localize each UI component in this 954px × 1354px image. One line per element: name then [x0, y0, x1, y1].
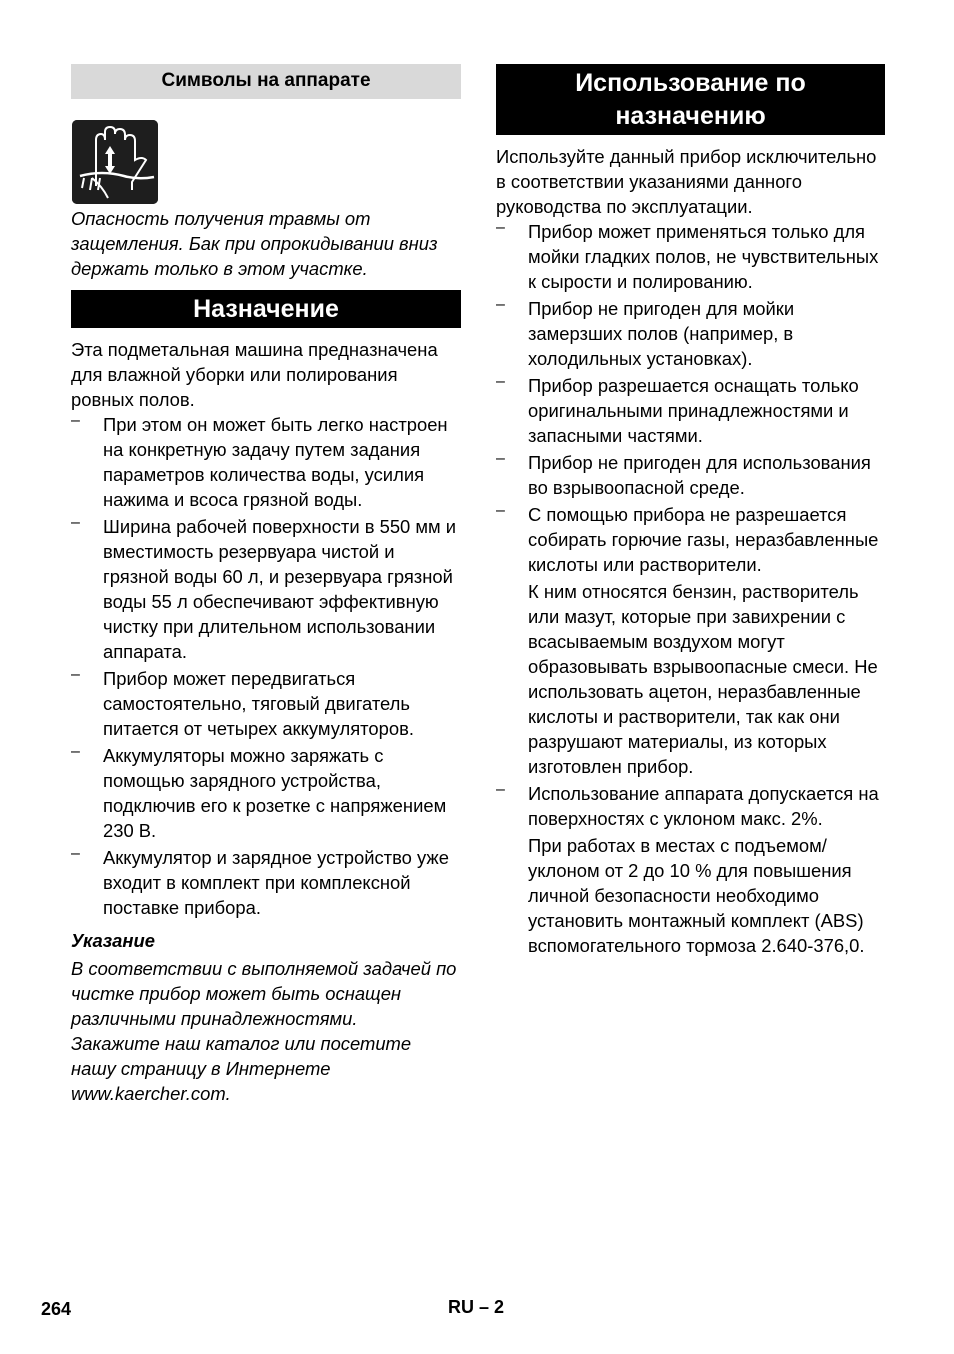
list-dash: – — [71, 514, 80, 531]
list-dash: – — [71, 412, 80, 429]
intended-use-list — [496, 219, 885, 958]
list-item — [71, 845, 461, 920]
purpose-list — [71, 412, 461, 920]
list-dash: – — [71, 666, 80, 683]
list-dash: – — [71, 845, 80, 862]
list-dash: – — [496, 296, 505, 313]
list-dash: – — [71, 743, 80, 760]
list-item-text: При этом он может быть легко настроен на конкретную задачу путем задания параметров количества воды, усилия нажима и всоса грязной воды. — [103, 414, 448, 510]
list-dash: – — [496, 219, 505, 236]
intended-use-heading-text: Использование по назначению — [575, 69, 806, 130]
right-column — [496, 64, 885, 958]
warning-text: Опасность получения травмы от защемления. Бак при опрокидывании вниз держать только в этом участке. — [71, 208, 438, 279]
list-dash: – — [496, 502, 505, 519]
list-item-text: Прибор не пригоден для использования во взрывоопасной среде. — [528, 452, 871, 498]
list-item — [496, 450, 885, 500]
list-item-text: Прибор разрешается оснащать только оригинальными принадлежностями и запасными частями. — [528, 375, 859, 446]
list-item — [71, 514, 461, 664]
list-item — [496, 296, 885, 371]
symbols-heading: Символы на аппарате — [71, 64, 461, 99]
left-column — [71, 64, 461, 1106]
purpose-intro: Эта подметальная машина предназначена для влажной уборки или полирования ровных полов. — [71, 339, 438, 410]
list-item-text: С помощью прибора не разрешается собирать горючие газы, неразбавленные кислоты или растворители. — [528, 504, 879, 575]
hand-pinch-warning-icon-graphic — [72, 120, 158, 204]
purpose-heading: Назначение — [71, 290, 461, 328]
list-item-text: Прибор может передвигаться самостоятельно, тяговый двигатель питается от четырех аккумуляторов. — [103, 668, 414, 739]
list-item-continuation: К ним относятся бензин, растворитель или мазут, которые при завихрении с всасываемым воздухом могут образовывать взрывоопасные смеси. Не использовать ацетон, неразбавленные кислоты и растворители, так как они разрушают материалы, из которых изготовлен прибор. — [528, 581, 878, 777]
list-item — [496, 502, 885, 779]
list-item — [496, 781, 885, 958]
list-item-text: Ширина рабочей поверхности в 550 мм и вместимость резервуара чистой и грязной воды 60 л, и резервуара грязной воды 55 л обеспечивают эффективную чистку при длительном использовании аппарата. — [103, 516, 457, 662]
intended-use-intro: Используйте данный прибор исключительно в соответствии указаниями данного руководства по эксплуатации. — [496, 146, 877, 217]
note-text-1: В соответствии с выполняемой задачей по чистке прибор может быть оснащен различными принадлежностями. — [71, 958, 457, 1029]
list-item-text: Прибор не пригоден для мойки замерзших полов (например, в холодильных установках). — [528, 298, 795, 369]
list-item — [496, 219, 885, 294]
list-item-continuation: При работах в местах с подъемом/ уклоном от 2 до 10 % для повышения личной безопасности необходимо установить монтажный комплект (ABS) вспомогательного тормоза 2.640-376,0. — [528, 835, 865, 956]
hand-pinch-warning-icon — [72, 120, 158, 204]
list-item — [71, 412, 461, 512]
list-item-text: Аккумулятор и зарядное устройство уже входит в комплект при комплексной поставке прибора. — [103, 847, 449, 918]
list-item-text: Использование аппарата допускается на поверхностях с уклоном макс. 2%. — [528, 783, 879, 829]
page-language-label: RU – 2 — [448, 1297, 505, 1317]
note-title: Указание — [71, 930, 155, 951]
list-item — [71, 666, 461, 741]
note-text-2: Закажите наш каталог или посетите нашу страницу в Интернете www.kaercher.com. — [71, 1033, 412, 1104]
list-dash: – — [496, 450, 505, 467]
list-item — [496, 373, 885, 448]
list-item — [71, 743, 461, 843]
list-dash: – — [496, 373, 505, 390]
list-item-text: Аккумуляторы можно заряжать с помощью зарядного устройства, подключив его к розетке с напряжением 230 В. — [103, 745, 447, 841]
list-item-text: Прибор может применяться только для мойки гладких полов, не чувствительных к сырости и полированию. — [528, 221, 879, 292]
page-number: 264 — [41, 1299, 72, 1319]
list-dash: – — [496, 781, 505, 798]
intended-use-heading — [496, 64, 885, 135]
